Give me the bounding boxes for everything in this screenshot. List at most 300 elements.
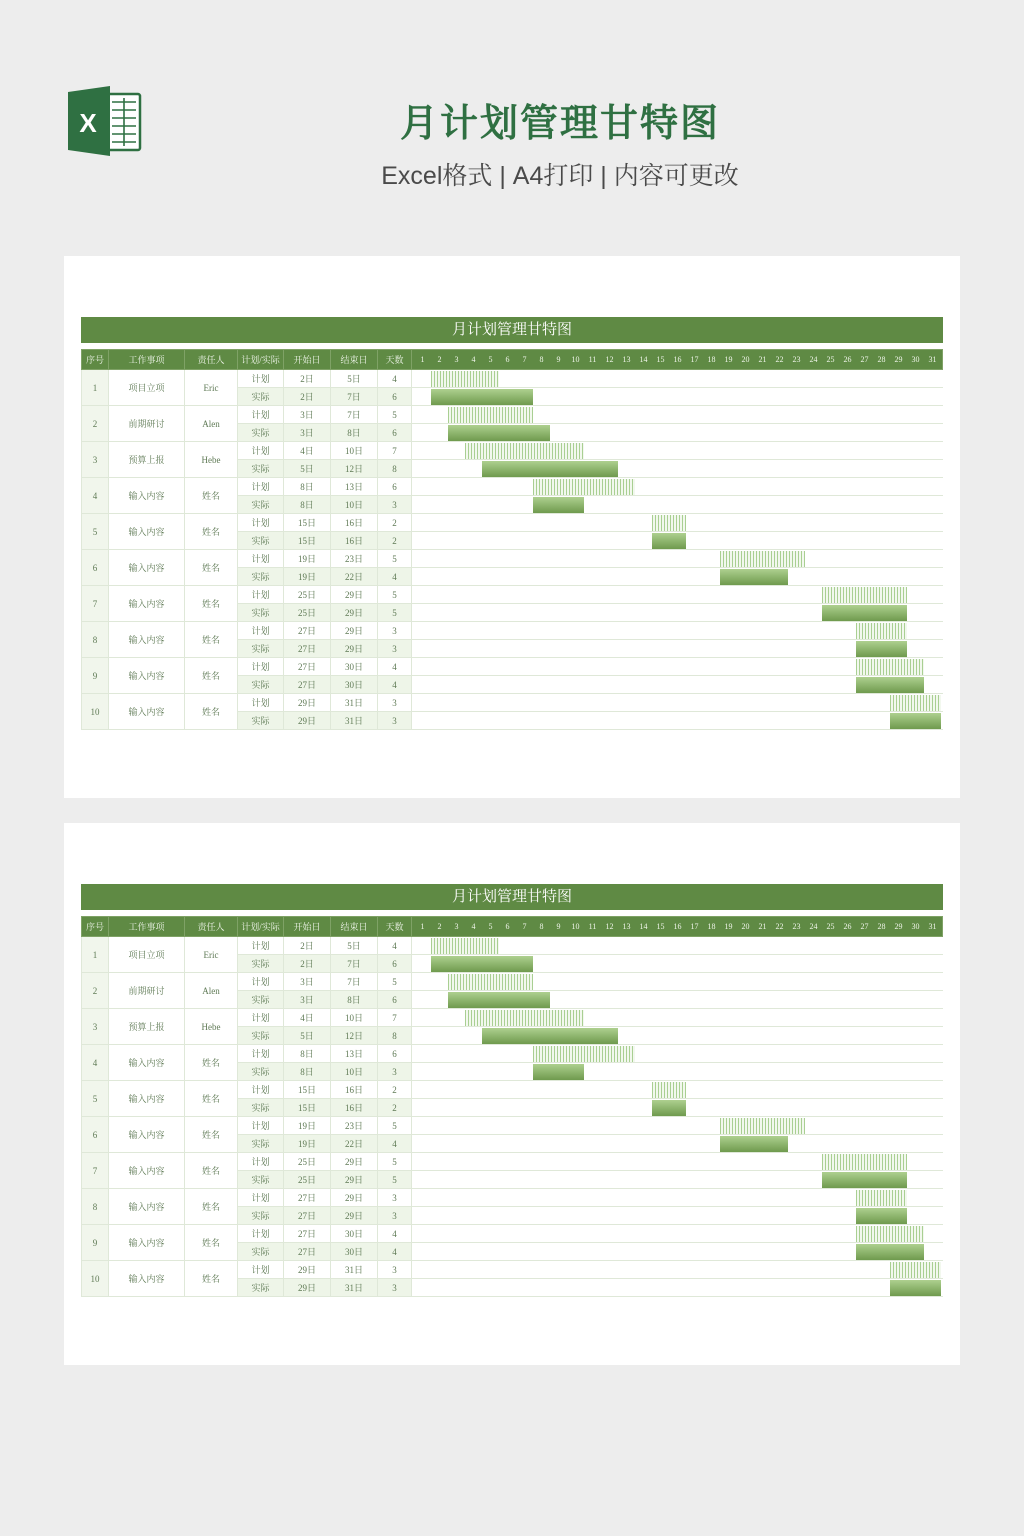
duration-days: 6 — [378, 1045, 412, 1063]
day-number: 4 — [471, 355, 476, 364]
bar-cell — [412, 694, 943, 712]
end-day: 29日 — [331, 1171, 378, 1189]
row-type: 实际 — [238, 568, 284, 586]
end-day: 8日 — [331, 991, 378, 1009]
plan-row — [82, 973, 943, 991]
plan-row — [82, 550, 943, 568]
actual-bar — [431, 956, 533, 972]
day-number: 8 — [539, 922, 544, 931]
plan-row — [82, 622, 943, 640]
duration-days: 6 — [378, 991, 412, 1009]
start-day: 27日 — [284, 1189, 331, 1207]
day-number: 11 — [588, 355, 597, 364]
row-type: 计划 — [238, 370, 284, 388]
sheet-title: 月计划管理甘特图 — [81, 317, 943, 343]
duration-days: 8 — [378, 1027, 412, 1045]
day-number: 17 — [690, 355, 699, 364]
bar-cell — [412, 388, 943, 406]
header-end: 结束日 — [331, 917, 378, 937]
task-name: 输入内容 — [109, 1261, 185, 1297]
row-type: 计划 — [238, 622, 284, 640]
task-seq: 6 — [82, 550, 109, 586]
bar-cell — [412, 478, 943, 496]
task-name: 输入内容 — [109, 514, 185, 550]
duration-days: 4 — [378, 1225, 412, 1243]
task-seq: 4 — [82, 1045, 109, 1081]
actual-bar — [652, 533, 686, 549]
excel-logo-icon — [68, 86, 142, 156]
actual-bar — [720, 569, 788, 585]
plan-row — [82, 1261, 943, 1279]
plan-bar — [465, 1010, 584, 1026]
start-day: 19日 — [284, 1135, 331, 1153]
duration-days: 5 — [378, 973, 412, 991]
task-seq: 8 — [82, 622, 109, 658]
day-number: 2 — [437, 922, 442, 931]
end-day: 22日 — [331, 568, 378, 586]
day-number: 26 — [843, 922, 852, 931]
task-owner: 姓名 — [185, 478, 238, 514]
task-name: 输入内容 — [109, 550, 185, 586]
end-day: 10日 — [331, 496, 378, 514]
day-number: 4 — [471, 922, 476, 931]
day-number: 9 — [556, 922, 561, 931]
row-type: 实际 — [238, 640, 284, 658]
day-number: 25 — [826, 355, 835, 364]
header-owner: 责任人 — [185, 350, 238, 370]
day-number: 20 — [741, 922, 750, 931]
day-number: 28 — [877, 922, 886, 931]
bar-cell — [412, 1207, 943, 1225]
row-type: 实际 — [238, 1027, 284, 1045]
bar-cell — [412, 1189, 943, 1207]
bar-cell — [412, 370, 943, 388]
page-title: 月计划管理甘特图 — [399, 103, 720, 145]
task-owner: 姓名 — [185, 1045, 238, 1081]
day-number: 10 — [571, 922, 580, 931]
end-day: 31日 — [331, 712, 378, 730]
bar-cell — [412, 568, 943, 586]
start-day: 27日 — [284, 658, 331, 676]
plan-row — [82, 478, 943, 496]
day-number: 6 — [505, 922, 510, 931]
start-day: 2日 — [284, 388, 331, 406]
actual-bar — [652, 1100, 686, 1116]
task-owner: 姓名 — [185, 1117, 238, 1153]
task-name: 前期研讨 — [109, 406, 185, 442]
day-number: 3 — [454, 355, 459, 364]
day-number: 23 — [792, 355, 801, 364]
day-number: 17 — [690, 922, 699, 931]
header-day-scale — [412, 917, 943, 937]
day-number: 31 — [928, 922, 937, 931]
start-day: 8日 — [284, 1063, 331, 1081]
row-type: 计划 — [238, 1045, 284, 1063]
actual-bar — [856, 1244, 924, 1260]
duration-days: 2 — [378, 514, 412, 532]
day-number: 29 — [894, 922, 903, 931]
row-type: 计划 — [238, 1081, 284, 1099]
task-seq: 7 — [82, 1153, 109, 1189]
day-number: 19 — [724, 355, 733, 364]
start-day: 25日 — [284, 604, 331, 622]
start-day: 19日 — [284, 550, 331, 568]
header-start: 开始日 — [284, 917, 331, 937]
task-owner: 姓名 — [185, 586, 238, 622]
header-seq: 序号 — [82, 917, 109, 937]
end-day: 7日 — [331, 955, 378, 973]
task-owner: Alen — [185, 973, 238, 1009]
start-day: 8日 — [284, 478, 331, 496]
end-day: 12日 — [331, 460, 378, 478]
row-type: 计划 — [238, 1225, 284, 1243]
task-owner: 姓名 — [185, 1261, 238, 1297]
duration-days: 7 — [378, 1009, 412, 1027]
bar-cell — [412, 1243, 943, 1261]
plan-bar — [652, 515, 686, 531]
actual-bar — [720, 1136, 788, 1152]
duration-days: 6 — [378, 478, 412, 496]
day-number: 21 — [758, 355, 767, 364]
bar-cell — [412, 1171, 943, 1189]
duration-days: 4 — [378, 676, 412, 694]
task-owner: 姓名 — [185, 550, 238, 586]
end-day: 16日 — [331, 532, 378, 550]
bar-cell — [412, 973, 943, 991]
task-owner: Hebe — [185, 1009, 238, 1045]
bar-cell — [412, 1045, 943, 1063]
end-day: 7日 — [331, 973, 378, 991]
task-name: 输入内容 — [109, 1081, 185, 1117]
plan-row — [82, 1081, 943, 1099]
day-number: 26 — [843, 355, 852, 364]
row-type: 实际 — [238, 1207, 284, 1225]
start-day: 25日 — [284, 1171, 331, 1189]
bar-cell — [412, 460, 943, 478]
duration-days: 5 — [378, 604, 412, 622]
start-day: 4日 — [284, 1009, 331, 1027]
row-type: 实际 — [238, 388, 284, 406]
day-number: 12 — [605, 355, 614, 364]
plan-row — [82, 694, 943, 712]
end-day: 8日 — [331, 424, 378, 442]
end-day: 22日 — [331, 1135, 378, 1153]
actual-bar — [856, 1208, 907, 1224]
day-number: 5 — [488, 355, 493, 364]
plan-bar — [856, 1190, 907, 1206]
plan-bar — [890, 695, 941, 711]
header-type: 计划/实际 — [238, 350, 284, 370]
row-type: 实际 — [238, 1135, 284, 1153]
plan-row — [82, 1225, 943, 1243]
day-number: 20 — [741, 355, 750, 364]
day-number: 19 — [724, 922, 733, 931]
row-type: 计划 — [238, 406, 284, 424]
day-number: 31 — [928, 355, 937, 364]
start-day: 27日 — [284, 676, 331, 694]
task-owner: 姓名 — [185, 1189, 238, 1225]
start-day: 15日 — [284, 514, 331, 532]
task-seq: 3 — [82, 1009, 109, 1045]
duration-days: 3 — [378, 1261, 412, 1279]
row-type: 实际 — [238, 604, 284, 622]
row-type: 计划 — [238, 694, 284, 712]
task-seq: 9 — [82, 658, 109, 694]
plan-row — [82, 1189, 943, 1207]
plan-bar — [822, 1154, 907, 1170]
duration-days: 4 — [378, 1243, 412, 1261]
end-day: 31日 — [331, 694, 378, 712]
header-seq: 序号 — [82, 350, 109, 370]
duration-days: 3 — [378, 694, 412, 712]
row-type: 计划 — [238, 550, 284, 568]
day-number: 13 — [622, 922, 631, 931]
bar-cell — [412, 640, 943, 658]
start-day: 27日 — [284, 622, 331, 640]
day-number: 16 — [673, 922, 682, 931]
plan-row — [82, 514, 943, 532]
day-number: 3 — [454, 922, 459, 931]
task-name: 输入内容 — [109, 1225, 185, 1261]
actual-bar — [822, 1172, 907, 1188]
start-day: 19日 — [284, 568, 331, 586]
bar-cell — [412, 496, 943, 514]
row-type: 实际 — [238, 991, 284, 1009]
task-name: 前期研讨 — [109, 973, 185, 1009]
row-type: 计划 — [238, 1009, 284, 1027]
day-number: 15 — [656, 922, 665, 931]
end-day: 30日 — [331, 1225, 378, 1243]
row-type: 实际 — [238, 460, 284, 478]
actual-bar — [890, 1280, 941, 1296]
plan-bar — [720, 1118, 805, 1134]
day-number: 14 — [639, 922, 648, 931]
sheet-preview-1 — [64, 256, 960, 798]
plan-row — [82, 658, 943, 676]
end-day: 30日 — [331, 658, 378, 676]
task-owner: 姓名 — [185, 1153, 238, 1189]
end-day: 23日 — [331, 1117, 378, 1135]
day-number: 30 — [911, 355, 920, 364]
start-day: 2日 — [284, 937, 331, 955]
duration-days: 3 — [378, 622, 412, 640]
row-type: 实际 — [238, 955, 284, 973]
plan-bar — [822, 587, 907, 603]
end-day: 30日 — [331, 1243, 378, 1261]
plan-bar — [856, 659, 924, 675]
svg-text:X: X — [79, 108, 97, 138]
bar-cell — [412, 1279, 943, 1297]
actual-bar — [856, 677, 924, 693]
end-day: 16日 — [331, 514, 378, 532]
plan-bar — [720, 551, 805, 567]
row-type: 实际 — [238, 1279, 284, 1297]
row-type: 实际 — [238, 676, 284, 694]
actual-bar — [890, 713, 941, 729]
day-number: 27 — [860, 355, 869, 364]
duration-days: 3 — [378, 1189, 412, 1207]
row-type: 实际 — [238, 424, 284, 442]
end-day: 5日 — [331, 937, 378, 955]
header-days: 天数 — [378, 917, 412, 937]
bar-cell — [412, 955, 943, 973]
bar-cell — [412, 658, 943, 676]
row-type: 实际 — [238, 532, 284, 550]
task-name: 输入内容 — [109, 658, 185, 694]
task-seq: 6 — [82, 1117, 109, 1153]
end-day: 10日 — [331, 1063, 378, 1081]
bar-cell — [412, 991, 943, 1009]
start-day: 8日 — [284, 1045, 331, 1063]
day-number: 10 — [571, 355, 580, 364]
header-day-scale — [412, 350, 943, 370]
actual-bar — [533, 1064, 584, 1080]
row-type: 计划 — [238, 478, 284, 496]
task-seq: 1 — [82, 370, 109, 406]
duration-days: 5 — [378, 550, 412, 568]
day-number: 30 — [911, 922, 920, 931]
day-number: 14 — [639, 355, 648, 364]
start-day: 3日 — [284, 406, 331, 424]
task-owner: 姓名 — [185, 1081, 238, 1117]
bar-cell — [412, 586, 943, 604]
task-owner: Alen — [185, 406, 238, 442]
bar-cell — [412, 1135, 943, 1153]
row-type: 计划 — [238, 1153, 284, 1171]
start-day: 29日 — [284, 1261, 331, 1279]
end-day: 29日 — [331, 1153, 378, 1171]
end-day: 16日 — [331, 1081, 378, 1099]
task-owner: Hebe — [185, 442, 238, 478]
plan-bar — [465, 443, 584, 459]
plan-bar — [448, 407, 533, 423]
header-owner: 责任人 — [185, 917, 238, 937]
task-seq: 3 — [82, 442, 109, 478]
bar-cell — [412, 550, 943, 568]
duration-days: 4 — [378, 658, 412, 676]
end-day: 13日 — [331, 478, 378, 496]
day-number: 1 — [420, 922, 425, 931]
actual-bar — [822, 605, 907, 621]
task-name: 输入内容 — [109, 694, 185, 730]
day-number: 7 — [522, 355, 527, 364]
end-day: 13日 — [331, 1045, 378, 1063]
task-owner: 姓名 — [185, 694, 238, 730]
day-number: 22 — [775, 355, 784, 364]
page-subtitle: Excel格式 | A4打印 | 内容可更改 — [381, 162, 739, 190]
task-seq: 9 — [82, 1225, 109, 1261]
task-name: 项目立项 — [109, 370, 185, 406]
row-type: 计划 — [238, 442, 284, 460]
end-day: 31日 — [331, 1279, 378, 1297]
task-name: 预算上报 — [109, 1009, 185, 1045]
bar-cell — [412, 1081, 943, 1099]
bar-cell — [412, 1027, 943, 1045]
task-seq: 5 — [82, 514, 109, 550]
sheet-preview-2 — [64, 823, 960, 1365]
row-type: 实际 — [238, 496, 284, 514]
duration-days: 7 — [378, 442, 412, 460]
end-day: 10日 — [331, 1009, 378, 1027]
row-type: 实际 — [238, 1099, 284, 1117]
bar-cell — [412, 532, 943, 550]
plan-row — [82, 586, 943, 604]
start-day: 2日 — [284, 955, 331, 973]
end-day: 30日 — [331, 676, 378, 694]
duration-days: 6 — [378, 955, 412, 973]
start-day: 27日 — [284, 1243, 331, 1261]
header-task: 工作事项 — [109, 917, 185, 937]
day-number: 9 — [556, 355, 561, 364]
plan-row — [82, 406, 943, 424]
task-name: 输入内容 — [109, 622, 185, 658]
day-number: 1 — [420, 355, 425, 364]
task-owner: Eric — [185, 370, 238, 406]
plan-bar — [431, 938, 499, 954]
start-day: 8日 — [284, 496, 331, 514]
end-day: 29日 — [331, 1207, 378, 1225]
duration-days: 2 — [378, 532, 412, 550]
day-number: 22 — [775, 922, 784, 931]
end-day: 29日 — [331, 640, 378, 658]
start-day: 27日 — [284, 1207, 331, 1225]
row-type: 计划 — [238, 1189, 284, 1207]
day-number: 18 — [707, 922, 716, 931]
actual-bar — [856, 641, 907, 657]
plan-row — [82, 1153, 943, 1171]
end-day: 29日 — [331, 622, 378, 640]
task-seq: 4 — [82, 478, 109, 514]
plan-bar — [856, 1226, 924, 1242]
plan-bar — [652, 1082, 686, 1098]
day-number: 8 — [539, 355, 544, 364]
duration-days: 5 — [378, 1117, 412, 1135]
task-seq: 10 — [82, 694, 109, 730]
task-owner: Eric — [185, 937, 238, 973]
plan-bar — [856, 623, 907, 639]
header-end: 结束日 — [331, 350, 378, 370]
duration-days: 6 — [378, 388, 412, 406]
start-day: 15日 — [284, 1099, 331, 1117]
header-task: 工作事项 — [109, 350, 185, 370]
header-type: 计划/实际 — [238, 917, 284, 937]
header-days: 天数 — [378, 350, 412, 370]
task-owner: 姓名 — [185, 658, 238, 694]
duration-days: 6 — [378, 424, 412, 442]
start-day: 3日 — [284, 973, 331, 991]
task-owner: 姓名 — [185, 1225, 238, 1261]
start-day: 25日 — [284, 1153, 331, 1171]
day-number: 23 — [792, 922, 801, 931]
task-name: 预算上报 — [109, 442, 185, 478]
bar-cell — [412, 1009, 943, 1027]
actual-bar — [431, 389, 533, 405]
task-owner: 姓名 — [185, 622, 238, 658]
row-type: 实际 — [238, 1243, 284, 1261]
duration-days: 2 — [378, 1099, 412, 1117]
start-day: 25日 — [284, 586, 331, 604]
end-day: 7日 — [331, 388, 378, 406]
duration-days: 5 — [378, 586, 412, 604]
day-number: 25 — [826, 922, 835, 931]
task-name: 输入内容 — [109, 1117, 185, 1153]
duration-days: 4 — [378, 568, 412, 586]
day-number: 24 — [809, 355, 818, 364]
duration-days: 2 — [378, 1081, 412, 1099]
end-day: 29日 — [331, 1189, 378, 1207]
bar-cell — [412, 622, 943, 640]
plan-row — [82, 1009, 943, 1027]
